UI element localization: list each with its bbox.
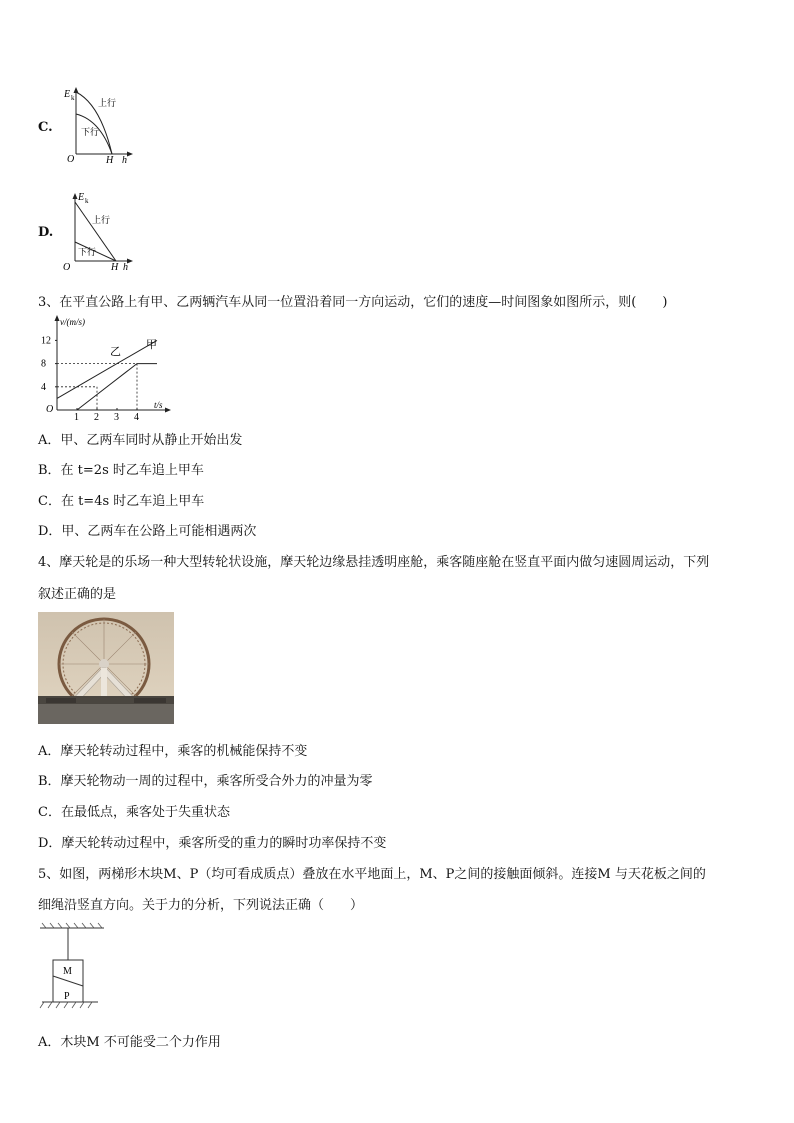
option-d-graph (60, 188, 140, 274)
q4-option-a[interactable]: A．摩天轮转动过程中，乘客的机械能保持不变 (38, 744, 308, 759)
block-p-label: P (64, 991, 70, 1002)
y-tick-label: 8 (41, 358, 46, 370)
q5-stem-line2: 细绳沿竖直方向。关于力的分析，下列说法正确（ ） (38, 898, 364, 913)
c-y-label: E (64, 89, 71, 100)
q5-block-diagram (38, 922, 108, 1014)
x-tick-label: 3 (114, 412, 119, 420)
y-tick-label: 4 (41, 381, 46, 393)
q3-option-d[interactable]: D．甲、乙两车在公路上可能相遇两次 (38, 524, 257, 539)
option-d-letter: D. (38, 225, 54, 240)
d-y-label: E (78, 192, 85, 203)
q3-option-a[interactable]: A．甲、乙两车同时从静止开始出发 (38, 433, 243, 448)
c-x-tick: H (106, 155, 114, 166)
y-tick-label: 12 (41, 335, 51, 347)
d-x-label: h (123, 262, 128, 273)
option-c-graph (60, 84, 140, 166)
d-up-label: 上行 (92, 215, 111, 225)
origin-label: O (46, 404, 54, 415)
c-y-sub: k (71, 94, 75, 102)
option-c-letter: C. (38, 120, 53, 135)
q3-option-c[interactable]: C．在 t=4s 时乙车追上甲车 (38, 494, 205, 509)
y-axis-arrow (55, 315, 60, 321)
series-label-yi: 乙 (110, 346, 121, 358)
q5-stem-line1: 5、如图，两梯形木块M、P（均可看成质点）叠放在水平地面上，M、P之间的接触面倾斜。连接M 与天花板之间的 (38, 867, 706, 882)
series-line-0 (57, 340, 157, 398)
q4-stem-line2: 叙述正确的是 (38, 587, 117, 602)
q3-vt-chart (38, 314, 178, 420)
x-tick-label: 2 (94, 412, 99, 420)
q3-option-b[interactable]: B．在 t=2s 时乙车追上甲车 (38, 463, 204, 478)
ferris-wheel-photo (38, 612, 174, 724)
q4-option-d[interactable]: D．摩天轮转动过程中，乘客所受的重力的瞬时功率保持不变 (38, 836, 387, 851)
q4-option-c[interactable]: C．在最低点，乘客处于失重状态 (38, 805, 230, 820)
d-down-label: 下行 (78, 247, 97, 257)
d-origin: O (63, 262, 71, 273)
q4-option-b[interactable]: B．摩天轮物动一周的过程中，乘客所受合外力的冲量为零 (38, 774, 373, 789)
x-axis-arrow (165, 408, 171, 413)
x-tick-label: 4 (134, 412, 139, 420)
block-m-label: M (63, 966, 72, 977)
d-y-sub: k (85, 197, 89, 205)
q5-option-a[interactable]: A．木块M 不可能受二个力作用 (38, 1035, 221, 1050)
c-up-label: 上行 (98, 98, 117, 108)
c-down-label: 下行 (81, 127, 100, 137)
c-x-label: h (122, 155, 127, 166)
c-origin: O (67, 154, 75, 165)
q3-stem: 3、在平直公路上有甲、乙两辆汽车从同一位置沿着同一方向运动，它们的速度—时间图象如图所示，则( ) (38, 295, 668, 310)
y-axis-label: v/(m/s) (60, 317, 85, 327)
series-label-jia: 甲 (146, 339, 157, 351)
x-axis-label: t/s (154, 400, 163, 410)
x-tick-label: 1 (74, 412, 79, 420)
d-x-tick: H (111, 262, 119, 273)
q4-stem-line1: 4、摩天轮是的乐场一种大型转轮状设施，摩天轮边缘悬挂透明座舱，乘客随座舱在竖直平面内做匀速圆周运动，下列 (38, 555, 710, 570)
